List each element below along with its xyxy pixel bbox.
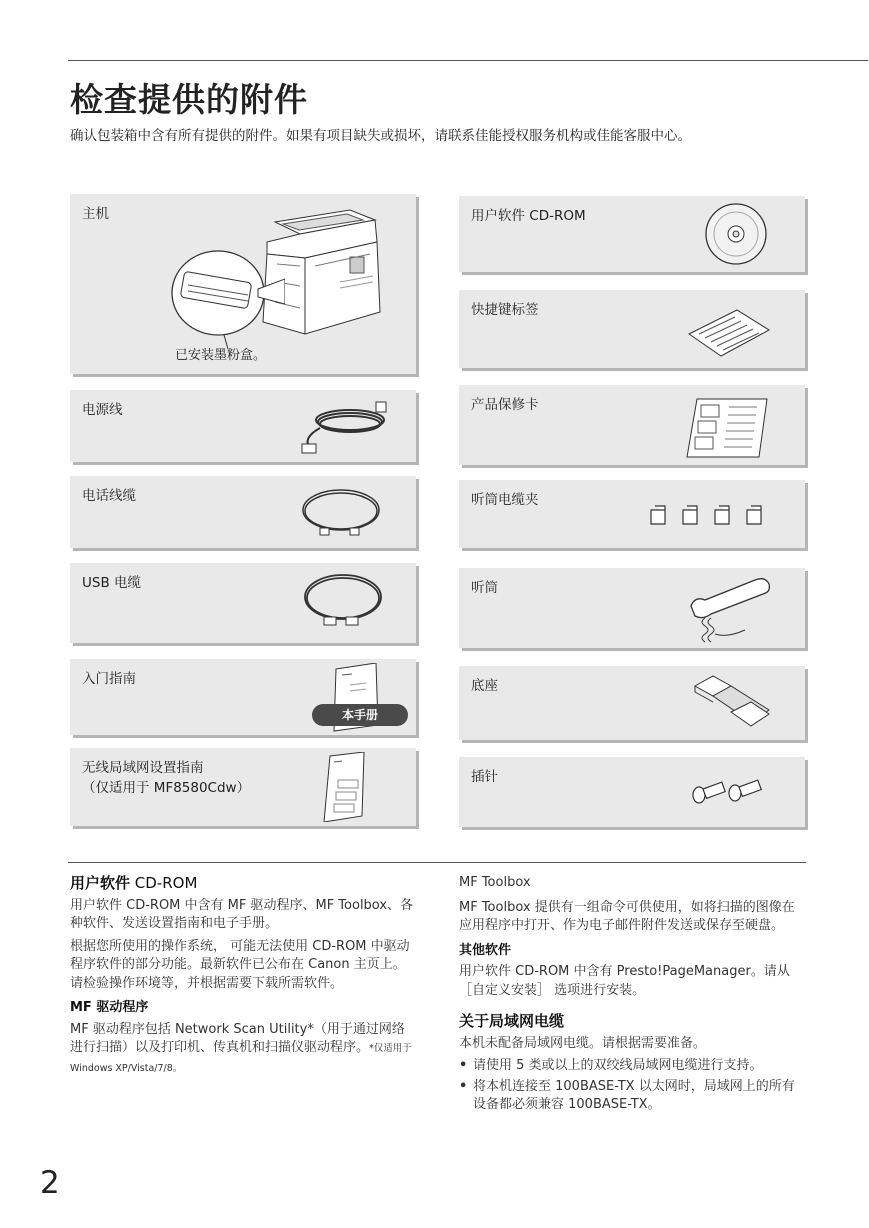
mf-driver-text: MF 驱动程序包括 Network Scan Utility*（用于通过网络进行扫描）以及打印机、传真机和扫描仪驱动程序。 xyxy=(70,1021,405,1055)
item-label xyxy=(82,758,250,798)
item-handset-clips xyxy=(459,480,805,548)
item-label: 快捷键标签 xyxy=(471,302,539,318)
toner-caption: 已安装墨粉盒。 xyxy=(175,348,267,363)
left-text-column xyxy=(70,874,415,1082)
cable-clips-icon xyxy=(647,504,771,528)
item-label: 产品保修卡 xyxy=(471,397,539,413)
wlan-guide-note: （仅适用于 MF8580Cdw） xyxy=(82,780,251,796)
pins-icon xyxy=(691,773,773,807)
item-label: 听筒电缆夹 xyxy=(471,492,539,508)
item-label: 用户软件 CD-ROM xyxy=(471,208,586,224)
lan-cable-list xyxy=(459,1057,805,1115)
item-label: 听筒 xyxy=(471,580,498,596)
list-item: • 将本机连接至 100BASE-TX 以太网时，局域网上的所有设备都必须兼容 100BASE-TX。 xyxy=(471,1078,805,1115)
other-software-heading: 其他软件 xyxy=(459,942,512,958)
page-title: 检查提供的附件 xyxy=(70,80,308,119)
usb-cable-icon xyxy=(302,569,384,633)
cdrom-heading-bold: 用户软件 xyxy=(70,874,131,892)
wlan-guide-title: 无线局域网设置指南 xyxy=(82,760,204,776)
item-label: 主机 xyxy=(82,206,109,222)
toolbox-paragraph: MF Toolbox 提供有一组命令可供使用，如将扫描的图像在应用程序中打开、作为电子邮件附件发送或保存至硬盘。 xyxy=(459,899,795,933)
item-speed-dial-labels xyxy=(459,290,805,368)
item-usb-cable xyxy=(70,563,416,643)
lan-cable-heading: 关于局域网电缆 xyxy=(459,1012,565,1030)
cdrom-paragraph-1: 用户软件 CD-ROM 中含有 MF 驱动程序、MF Toolbox、各种软件、发送设置指南和电子手册。 xyxy=(70,897,414,931)
top-rule xyxy=(68,60,868,61)
item-label: 电话线缆 xyxy=(82,488,136,504)
other-software-paragraph: 用户软件 CD-ROM 中含有 Presto!PageManager。请从［自定义安装］ 选项进行安装。 xyxy=(459,964,790,998)
wlan-guide-icon xyxy=(320,752,368,822)
list-item: • 请使用 5 类或以上的双绞线局域网电缆进行支持。 xyxy=(471,1057,805,1076)
item-warranty-card xyxy=(459,385,805,465)
item-cdrom xyxy=(459,196,805,272)
item-label: 入门指南 xyxy=(82,671,136,687)
cdrom-heading xyxy=(70,874,415,893)
item-phone-cable xyxy=(70,476,416,548)
item-label: 电源线 xyxy=(82,402,123,418)
item-base xyxy=(459,666,805,740)
cdrom-heading-rest: CD-ROM xyxy=(130,874,198,892)
item-getting-started xyxy=(70,659,416,735)
item-label: USB 电缆 xyxy=(82,575,142,591)
mf-driver-paragraph xyxy=(70,1021,415,1079)
lan-cable-paragraph: 本机未配备局域网电缆。请根据需要准备。 xyxy=(459,1035,707,1051)
item-handset xyxy=(459,568,805,648)
item-main-unit xyxy=(70,194,416,374)
toolbox-heading: MF Toolbox xyxy=(459,875,531,890)
handset-icon xyxy=(685,574,773,646)
this-manual-badge: 本手册 xyxy=(312,704,408,726)
item-label: 插针 xyxy=(471,769,498,785)
warranty-card-icon xyxy=(685,397,769,459)
mf-driver-note: *仅适用于 Windows XP/Vista/7/8。 xyxy=(70,1043,412,1074)
item-label: 底座 xyxy=(471,678,498,694)
cd-icon xyxy=(703,202,769,266)
power-cord-icon xyxy=(292,398,392,456)
page-number: 2 xyxy=(40,1165,60,1201)
intro-text: 确认包装箱中含有所有提供的附件。如果有项目缺失或损坏，请联系佳能授权服务机构或佳能客服中心。 xyxy=(70,128,691,144)
item-power-cord xyxy=(70,390,416,462)
section-divider xyxy=(68,862,806,863)
stand-icon xyxy=(691,672,773,732)
toner-cartridge-icon xyxy=(170,249,285,349)
right-text-column xyxy=(459,874,805,1117)
item-pins xyxy=(459,757,805,827)
cdrom-paragraph-2: 根据您所使用的操作系统， 可能无法使用 CD-ROM 中驱动程序软件的部分功能。最新软件已公布在 Canon 主页上。请检验操作环境等，并根据需要下载所需软件。 xyxy=(70,938,410,991)
item-wlan-guide xyxy=(70,748,416,826)
phone-cable-icon xyxy=(300,484,382,540)
label-sheet-icon xyxy=(687,308,771,358)
mf-driver-heading: MF 驱动程序 xyxy=(70,1000,149,1015)
